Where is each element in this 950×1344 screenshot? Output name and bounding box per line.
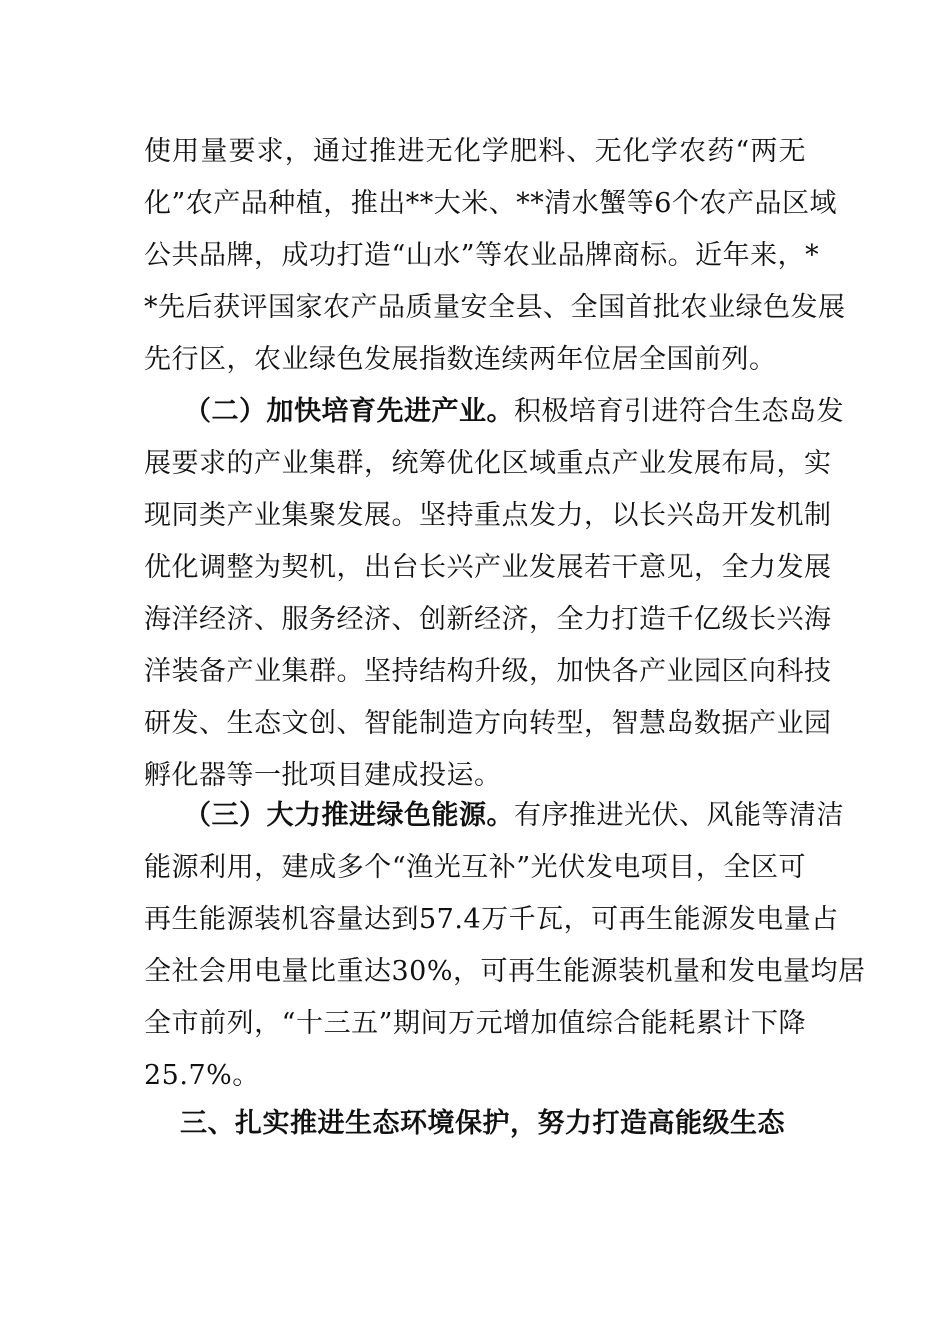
paragraph-2-line: 海洋经济、服务经济、创新经济，全力打造千亿级长兴海 (144, 604, 832, 635)
paragraph-2-heading: （二）加快培育先进产业。 (184, 396, 514, 427)
section-heading: 三、扎实推进生态环境保护，努力打造高能级生态 (180, 1108, 785, 1139)
paragraph-3-heading: （三）大力推进绿色能源。 (184, 800, 514, 831)
paragraph-3-line: 能源利用，建成多个“渔光互补”光伏发电项目，全区可 (144, 852, 806, 883)
paragraph-1-line: 先行区，农业绿色发展指数连续两年位居全国前列。 (144, 344, 777, 375)
paragraph-3-line: 再生能源装机容量达到57.4万千瓦，可再生能源发电量占 (144, 904, 839, 935)
paragraph-3-line: 全市前列，“十三五”期间万元增加值综合能耗累计下降 (144, 1008, 806, 1039)
paragraph-3-line: 25.7%。 (144, 1060, 260, 1091)
paragraph-1-line: 公共品牌，成功打造“山水”等农业品牌商标。近年来，* (144, 240, 820, 271)
paragraph-1-line: 化”农产品种植，推出**大米、**清水蟹等6个农产品区域 (144, 188, 837, 219)
paragraph-2-line: 洋装备产业集群。坚持结构升级，加快各产业园区向科技 (144, 656, 832, 687)
paragraph-2-line: 现同类产业集聚发展。坚持重点发力，以长兴岛开发机制 (144, 500, 832, 531)
paragraph-1-line: 使用量要求，通过推进无化学肥料、无化学农药“两无 (144, 136, 806, 167)
paragraph-2-line: 研发、生态文创、智能制造方向转型，智慧岛数据产业园 (144, 708, 832, 739)
paragraph-1-line: *先后获评国家农产品质量安全县、全国首批农业绿色发展 (144, 292, 846, 323)
paragraph-2-first-line (144, 386, 844, 438)
paragraph-2 (144, 386, 844, 802)
paragraph-2-line: 展要求的产业集群，统筹优化区域重点产业发展布局，实 (144, 448, 832, 479)
paragraph-2-first-line-text: 积极培育引进符合生态岛发 (514, 396, 844, 427)
paragraph-3-first-line (144, 790, 844, 842)
paragraph-2-line: 孵化器等一批项目建成投运。 (144, 760, 502, 791)
paragraph-3 (144, 790, 866, 1102)
paragraph-1 (144, 126, 846, 386)
paragraph-2-line: 优化调整为契机，出台长兴产业发展若干意见，全力发展 (144, 552, 832, 583)
paragraph-3-line: 全社会用电量比重达30%，可再生能源装机量和发电量均居 (144, 956, 866, 987)
paragraph-3-first-line-text: 有序推进光伏、风能等清洁 (514, 800, 844, 831)
